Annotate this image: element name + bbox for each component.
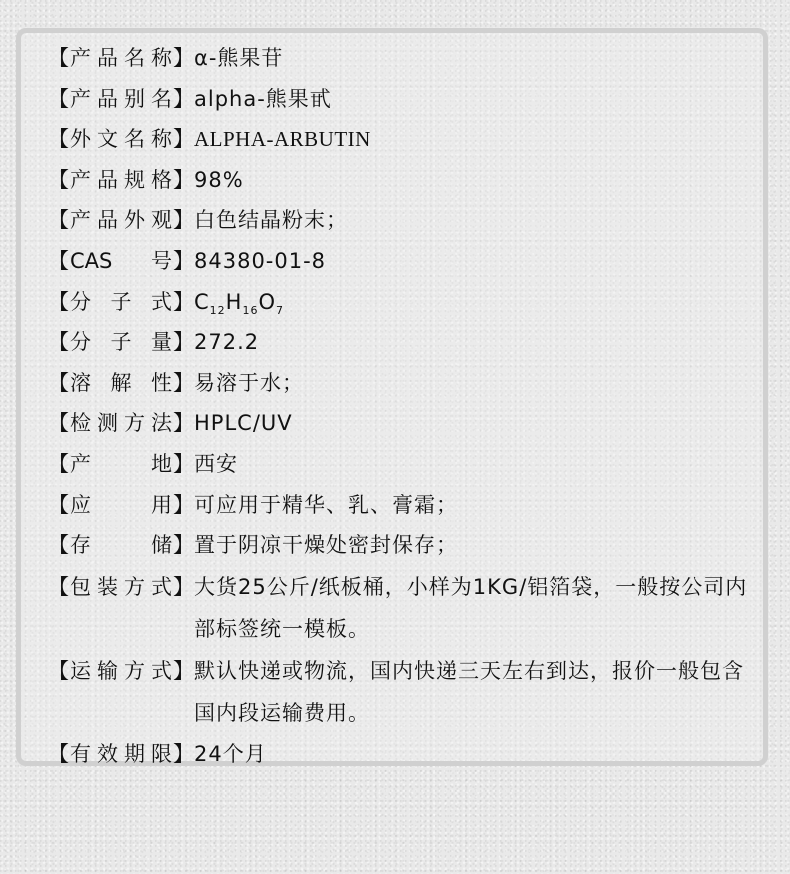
label-char: 装 [97,574,118,599]
label-char: 检 [70,411,91,436]
label-char: CAS [70,248,113,273]
open-bracket: 【 [48,86,69,111]
open-bracket: 【 [48,248,69,273]
label-char: 方 [124,658,145,683]
spec-label [48,160,194,201]
label-char: 品 [97,167,118,192]
spec-label [48,444,194,485]
spec-label [48,650,194,692]
label-char: 效 [97,741,118,766]
formula-subscript: 16 [242,303,259,317]
open-bracket: 【 [48,167,69,192]
label-char: 产 [70,167,91,192]
spec-row-shelf-life [48,734,768,775]
spec-label [48,200,194,241]
label-char: 号 [151,248,172,273]
spec-row-molecular-weight [48,322,768,363]
close-bracket: 】 [173,46,194,70]
molecular-formula [194,282,764,323]
spec-label [48,119,194,160]
spec-value: 默认快递或物流，国内快递三天左右到达，报价一般包含国内段运输费用。 [194,658,744,725]
spec-row-cas [48,241,768,282]
spec-value: alpha-熊果甙 [194,86,332,111]
spec-row-specification [48,160,768,201]
label-char: 式 [151,574,172,599]
spec-row-formula [48,282,768,323]
open-bracket: 【 [48,574,69,599]
label-char: 应 [70,492,91,517]
label-char: 式 [151,289,172,314]
spec-row-test-method [48,403,768,444]
label-char: 分 [70,289,91,314]
label-char: 存 [70,533,91,558]
spec-row-alias [48,79,768,120]
spec-row-shipping [48,650,768,734]
label-char: 限 [151,741,172,766]
close-bracket: 】 [173,208,194,233]
label-char: 外 [70,127,91,152]
spec-value: 272.2 [194,330,260,355]
close-bracket: 】 [173,411,194,436]
label-char: 储 [151,533,172,558]
spec-value: 大货25公斤/纸板桶，小样为1KG/铝箔袋，一般按公司内部标签统一模板。 [194,574,748,641]
spec-value: 置于阴凉干燥处密封保存； [194,533,458,558]
close-bracket: 】 [173,370,194,395]
label-char: 产 [70,208,91,233]
spec-value: α-熊果苷 [194,46,284,70]
spec-label [48,403,194,444]
spec-value: 98% [194,167,244,192]
label-char: 性 [151,370,172,395]
product-spec-list [48,38,768,774]
spec-value: 84380-01-8 [194,248,327,273]
label-char: 期 [124,741,145,766]
label-char: 测 [97,411,118,436]
label-char: 品 [97,208,118,233]
close-bracket: 】 [173,451,194,476]
close-bracket: 】 [173,741,194,766]
spec-label [48,241,194,282]
label-char: 名 [124,46,145,70]
label-char: 别 [124,86,145,111]
spec-label [48,566,194,608]
label-char: 产 [70,46,91,70]
label-char: 溶 [70,370,91,395]
open-bracket: 【 [48,208,69,233]
open-bracket: 【 [48,492,69,517]
close-bracket: 】 [173,533,194,558]
close-bracket: 】 [173,330,194,355]
spec-row-origin [48,444,768,485]
label-char: 输 [97,658,118,683]
spec-label [48,525,194,566]
open-bracket: 【 [48,741,69,766]
spec-row-appearance [48,200,768,241]
label-char: 式 [151,658,172,683]
spec-row-storage [48,525,768,566]
label-char: 外 [124,208,145,233]
close-bracket: 】 [173,574,194,599]
close-bracket: 】 [173,492,194,517]
label-char: 子 [110,330,132,355]
label-char: 子 [110,289,132,314]
close-bracket: 】 [173,167,194,192]
close-bracket: 】 [173,658,194,683]
formula-subscript: 7 [276,303,284,317]
label-char: 有 [70,741,91,766]
spec-row-application [48,485,768,526]
label-char: 量 [151,330,172,355]
label-char: 名 [151,86,172,111]
label-char: 解 [110,370,132,395]
spec-value: 易溶于水； [194,370,304,395]
spec-value: ALPHA-ARBUTIN [194,127,371,152]
spec-value: 西安 [194,451,238,476]
spec-label [48,282,194,323]
open-bracket: 【 [48,533,69,558]
open-bracket: 【 [48,330,69,355]
spec-row-packaging [48,566,768,650]
label-char: 地 [151,451,172,476]
open-bracket: 【 [48,451,69,476]
open-bracket: 【 [48,46,69,70]
label-char: 分 [70,330,91,355]
label-char: 包 [70,574,91,599]
label-char: 方 [124,411,145,436]
label-char: 文 [97,127,118,152]
label-char: 称 [151,46,172,70]
close-bracket: 】 [173,248,194,273]
spec-row-english-name [48,119,768,160]
spec-label [48,79,194,120]
spec-label [48,363,194,404]
label-char: 法 [151,411,172,436]
label-char: 用 [151,492,172,517]
formula-element: H [225,289,243,314]
open-bracket: 【 [48,658,69,683]
label-char: 运 [70,658,91,683]
label-char: 称 [151,127,172,152]
spec-value: 可应用于精华、乳、膏霜； [194,492,458,517]
spec-value: 24个月 [194,741,267,766]
formula-element: O [258,289,276,314]
label-char: 观 [151,208,172,233]
open-bracket: 【 [48,370,69,395]
label-char: 产 [70,451,91,476]
label-char: 产 [70,86,91,111]
label-char: 名 [124,127,145,152]
label-char: 方 [124,574,145,599]
spec-label [48,734,194,775]
spec-row-solubility [48,363,768,404]
open-bracket: 【 [48,127,69,152]
spec-value: HPLC/UV [194,411,293,436]
spec-row-product-name [48,38,768,79]
label-char: 格 [151,167,172,192]
close-bracket: 】 [173,289,194,314]
label-char: 品 [97,86,118,111]
close-bracket: 】 [173,86,194,111]
spec-label [48,38,194,79]
label-char: 规 [124,167,145,192]
label-char: 品 [97,46,118,70]
formula-subscript: 12 [209,303,226,317]
open-bracket: 【 [48,289,69,314]
close-bracket: 】 [173,127,194,152]
formula-element: C [194,289,210,314]
spec-value: 白色结晶粉末； [194,208,348,233]
open-bracket: 【 [48,411,69,436]
spec-label [48,485,194,526]
spec-label [48,322,194,363]
